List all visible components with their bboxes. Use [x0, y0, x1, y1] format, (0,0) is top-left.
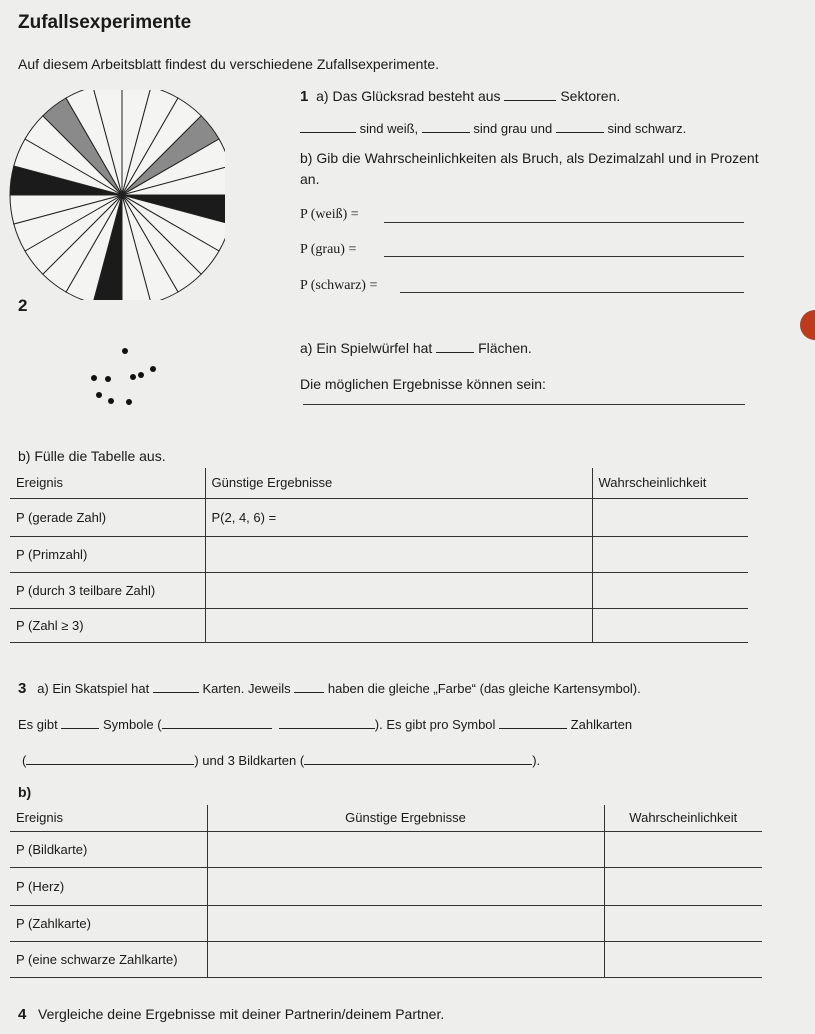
task1-a-line [300, 88, 620, 105]
page-title: Zufallsexperimente [18, 12, 192, 33]
label-weiss: sind weiß, [359, 121, 419, 136]
task3-line3-a: ( [22, 753, 27, 768]
probability-cell[interactable] [604, 831, 762, 867]
event-cell: P (Zahlkarte) [10, 905, 207, 941]
task3-line1-b: Karten. Jeweils [202, 681, 291, 696]
header-event: Ereignis [10, 805, 207, 831]
favorable-cell[interactable] [207, 905, 604, 941]
task1-a-suffix: Sektoren. [560, 88, 621, 104]
task4-line [18, 1006, 444, 1023]
table-row [10, 572, 748, 608]
blank-picture-cards[interactable] [304, 752, 532, 765]
event-cell: P (Zahl ≥ 3) [10, 608, 205, 642]
p-weiss-answer-line[interactable] [384, 222, 744, 223]
table-row [10, 831, 762, 867]
task2-results-label: Die möglichen Ergebnisse können sein: [300, 376, 546, 392]
blank-card-count[interactable] [153, 680, 199, 693]
task3-line1-c: haben die gleiche „Farbe“ (das gleiche Kartensymbol). [327, 681, 641, 696]
p-grau-answer-line[interactable] [384, 256, 744, 257]
task2-b-label: b) Fülle die Tabelle aus. [18, 448, 166, 464]
event-cell: P (Primzahl) [10, 536, 205, 572]
task1-a-prefix: a) Das Glücksrad besteht aus [316, 88, 501, 104]
task2-table [10, 468, 748, 643]
task3-table [10, 805, 762, 978]
task3-line3-c: ). [532, 753, 541, 768]
header-probability: Wahrscheinlichkeit [604, 805, 762, 831]
favorable-cell[interactable] [207, 941, 604, 977]
dice-image [78, 338, 178, 418]
blank-number-cards-per-symbol[interactable] [499, 716, 567, 729]
blank-cards-per-suit[interactable] [294, 680, 324, 693]
task3-b-label: b) [18, 784, 32, 800]
task4-text: Vergleiche deine Ergebnisse mit deiner Partnerin/deinem Partner. [38, 1006, 445, 1022]
task2-a-prefix: a) Ein Spielwürfel hat [300, 340, 433, 356]
task3-line2-d: Zahlkarten [570, 717, 633, 732]
blank-black-count[interactable] [556, 120, 604, 133]
blank-white-count[interactable] [300, 120, 356, 133]
favorable-cell[interactable] [207, 867, 604, 905]
task1-colors-line [300, 120, 686, 136]
table-row [10, 536, 748, 572]
probability-cell[interactable] [592, 608, 748, 642]
blank-symbols-1[interactable] [162, 716, 272, 729]
task3-line1 [18, 680, 641, 697]
task3-number: 3 [18, 680, 27, 697]
task3-line3-b: ) und 3 Bildkarten ( [194, 753, 305, 768]
favorable-cell[interactable] [207, 831, 604, 867]
blank-faces[interactable] [436, 340, 474, 353]
table-row [10, 941, 762, 977]
probability-cell[interactable] [604, 867, 762, 905]
favorable-cell[interactable] [205, 608, 592, 642]
favorable-cell[interactable] [205, 536, 592, 572]
table-header-row [10, 805, 762, 831]
decorative-circle [800, 310, 815, 340]
label-grau: sind grau und [473, 121, 553, 136]
task2-number: 2 [18, 296, 28, 315]
task4-number: 4 [18, 1006, 27, 1023]
favorable-cell[interactable]: P(2, 4, 6) = [205, 498, 592, 536]
header-event: Ereignis [10, 468, 205, 498]
event-cell: P (durch 3 teilbare Zahl) [10, 572, 205, 608]
event-cell: P (Herz) [10, 867, 207, 905]
p-schwarz-label: P (schwarz) = [300, 278, 378, 293]
probability-cell[interactable] [592, 572, 748, 608]
intro-text: Auf diesem Arbeitsblatt findest du verschiedene Zufallsexperimente. [18, 56, 440, 72]
probability-cell[interactable] [592, 536, 748, 572]
table-row [10, 608, 748, 642]
task3-line2-a: Es gibt [18, 717, 58, 732]
table-header-row [10, 468, 748, 498]
label-schwarz: sind schwarz. [607, 121, 687, 136]
task3-line2-b: Symbole ( [103, 717, 162, 732]
table-row [10, 905, 762, 941]
blank-symbols-2[interactable] [279, 716, 375, 729]
probability-cell[interactable] [604, 905, 762, 941]
header-favorable: Günstige Ergebnisse [205, 468, 592, 498]
task1-number: 1 [300, 88, 309, 105]
wheel-sectors [10, 90, 225, 300]
task3-line2 [18, 716, 632, 732]
task2-a-line [300, 340, 532, 356]
lucky-wheel [0, 90, 225, 300]
event-cell: P (eine schwarze Zahlkarte) [10, 941, 207, 977]
blank-sectors[interactable] [504, 88, 556, 101]
header-favorable: Günstige Ergebnisse [207, 805, 604, 831]
task3-line3 [22, 752, 540, 768]
p-grau-label: P (grau) = [300, 242, 357, 257]
event-cell: P (Bildkarte) [10, 831, 207, 867]
task3-line1-a: a) Ein Skatspiel hat [37, 681, 150, 696]
blank-number-cards[interactable] [26, 752, 194, 765]
blank-symbol-count[interactable] [61, 716, 99, 729]
favorable-cell[interactable] [205, 572, 592, 608]
table-row [10, 498, 748, 536]
event-cell: P (gerade Zahl) [10, 498, 205, 536]
task1-b-text: b) Gib die Wahrscheinlichkeiten als Bruch, als Dezimalzahl und in Prozent an. [300, 150, 759, 187]
blank-grey-count[interactable] [422, 120, 470, 133]
p-schwarz-answer-line[interactable] [400, 292, 744, 293]
p-weiss-label: P (weiß) = [300, 207, 359, 222]
task3-line2-c: ). Es gibt pro Symbol [374, 717, 496, 732]
header-probability: Wahrscheinlichkeit [592, 468, 748, 498]
table-row [10, 867, 762, 905]
probability-cell[interactable] [592, 498, 748, 536]
task2-a-suffix: Flächen. [478, 340, 532, 356]
probability-cell[interactable] [604, 941, 762, 977]
task2-results-line[interactable] [303, 404, 745, 405]
